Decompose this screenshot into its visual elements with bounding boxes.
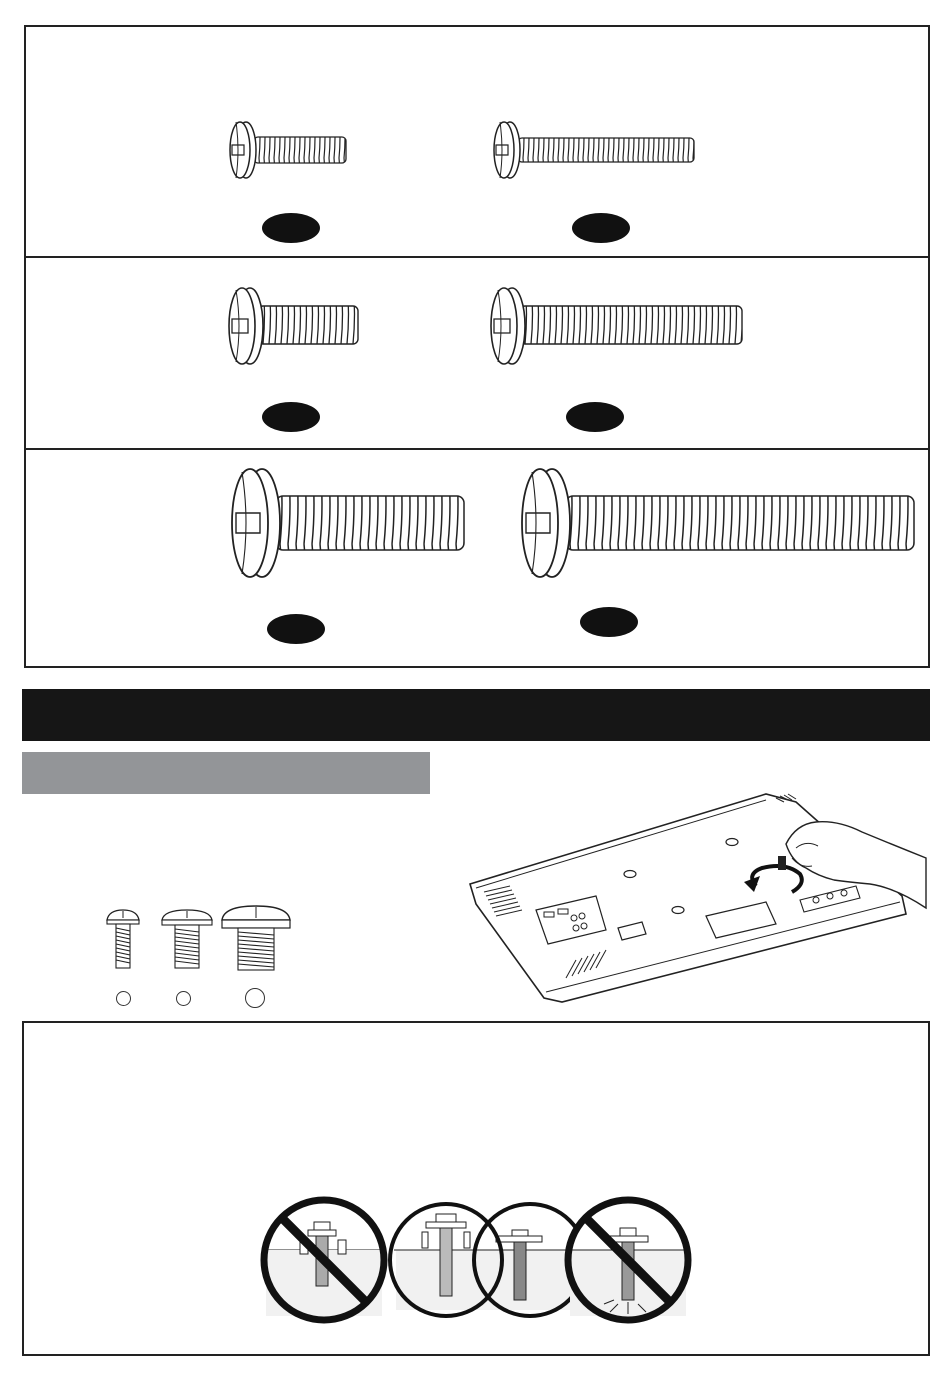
long-screw-large-icon <box>504 464 920 582</box>
long-screw-medium-icon <box>476 284 748 368</box>
tv-back-screw-install-illustration <box>466 788 930 1008</box>
size-indicator-circle <box>116 991 131 1006</box>
section-header-bar <box>22 689 930 741</box>
size-label-badge <box>580 607 638 637</box>
row-divider <box>24 256 930 258</box>
size-label-badge <box>572 213 630 243</box>
correct-depth-icon <box>390 1204 586 1316</box>
small-screw-icon <box>105 906 141 970</box>
too-short-prohibited-icon <box>264 1200 384 1320</box>
depth-check-illustrations <box>256 1192 696 1332</box>
medium-screw-icon <box>160 906 214 970</box>
short-screw-medium-icon <box>214 284 364 368</box>
row-divider <box>24 448 930 450</box>
size-indicator-circle <box>176 991 191 1006</box>
short-screw-small-icon <box>218 118 350 180</box>
size-label-badge <box>267 614 325 644</box>
large-screw-icon <box>220 902 292 972</box>
size-indicator-circle <box>245 988 265 1008</box>
size-label-badge <box>566 402 624 432</box>
size-label-badge <box>262 402 320 432</box>
too-long-prohibited-icon <box>568 1200 688 1320</box>
long-screw-small-icon <box>482 118 698 180</box>
subsection-header-bar <box>22 752 430 794</box>
short-screw-large-icon <box>214 464 470 582</box>
size-label-badge <box>262 213 320 243</box>
